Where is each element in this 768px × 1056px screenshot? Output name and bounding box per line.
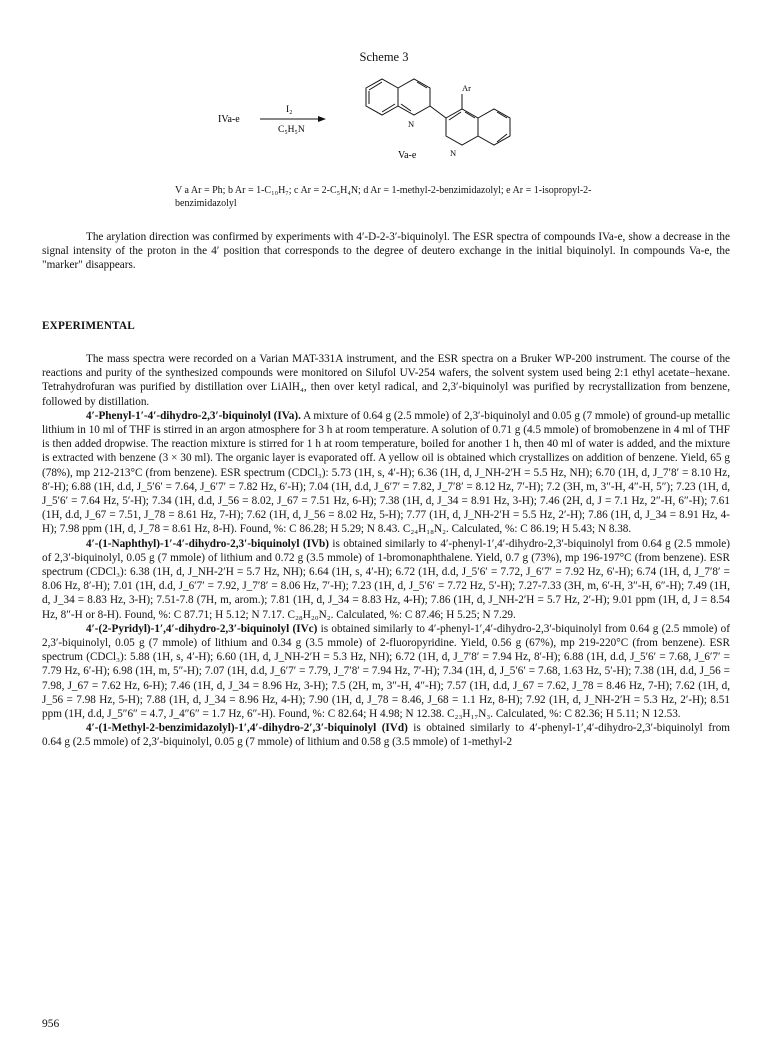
compound-ivc-title: 4′-(2-Pyridyl)-1′,4′-dihydro-2,3′-biquinolyl (IVc) [86, 622, 318, 635]
compound-ivc-text: is obtained similarly to 4′-phenyl-1′,4′-dihydro-2,3′-biquinolyl from 0.64 g (2.5 mmole) of 2,3′-biquinolyl, 0.05 g (7 mmole) of lithium and 0.34 g (3.5 mmole) of 2-fluoropyridine. Yield, 0.56 g (67%), mp 219-220°C (from benzene). ESR spectrum (CDCl₃): 5.88 (1H, s, 4′-H); 6.60 (1H, d, J_NH-2′H = 5.3 Hz, NH); 6.72 (1H, d, J_7′8′ = 7.94 Hz, 8′-H); 6.88 (1H, d.d, J_5′6′ = 7.68, J_6′7′ = 7.79 Hz, 6′-H); 6.98 (1H, m, 5″-H); 7.07 (1H, d.d, J_6′7′ = 7.79, J_7′8′ = 7.94 Hz, 7′-H); 7.34 (1H, d, J_5′6′ = 7.68, 1.63 Hz, 5′-H); 7.38 (1H, d.d, J_56 = 7.98, J_67 = 7.62 Hz, 6-H); 7.46 (1H, d, J_34 = 8.96 Hz, 3-H); 7.5 (2H, m, 3″-H, 4″-H); 7.57 (1H, d.d, J_67 = 7.62, J_78 = 8.46 Hz, 7-H); 7.62 (1H, d, J_56 = 7.98 Hz, 5-H); 7.88 (1H, d, J_34 = 8.96 Hz, 4-H); 7.90 (1H, d, J_78 = 8.46, J_68 = 1.1 Hz, 8-H); 7.92 (1H, d, J_NH-2′H = 5.3 Hz, 2′-H); 8.51 ppm (1H, d.d, J_5″6″ = 4.7, J_4″6″ = 1.7 Hz, 6″-H). Found, %: C 82.64; H 4.98; N 12.38. C₂₃H₁₇N₃. Calculated, %: C 82.36; H 5.11; N 12.53. [42, 622, 730, 721]
compound-ivc-paragraph [42, 622, 730, 721]
reagent-top: I₂ [286, 105, 293, 115]
compound-ivb-text: is obtained similarly to 4′-phenyl-1′,4′-dihydro-2,3′-biquinolyl from 0.64 g (2.5 mmole) of 2,3′-biquinolyl, 0.05 g (7 mmole) of lithium and 0.72 g (3.5 mmole) of 1-bromonaphthalene. Yield, 0.7 g (73%), mp 196-197°C (from benzene). ESR spectrum (CDCl₃): 6.38 (1H, d, J_NH-2′H = 5.7 Hz, NH); 6.64 (1H, s, 4′-H); 6.72 (1H, d.d, J_5′6′ = 7.72, J_6′7′ = 7.92 Hz, 6′-H); 6.74 (1H, d, J_7′8′ = 8.06 Hz, 8′-H); 7.01 (1H, d.d, J_6′7′ = 7.92, J_7′8′ = 8.06 Hz, 7′-H); 7.23 (1H, d, J_5′6′ = 7.72 Hz, 5′-H); 7.27-7.33 (3H, m, 6′-H, 3″-H, 6″-H); 7.49 (1H, d, J_34 = 8.83 Hz, 3-H); 7.51-7.8 (7H, m, arom.); 7.81 (1H, d, J_34 = 8.83 Hz, 4-H); 7.86 (1H, d, J_NH-2′H = 5.7 Hz, 2′-H); 9.01 ppm (1H, d, J = 8.54 Hz, 8″-H or 8-H). Found, %: C 87.71; H 5.12; N 7.17. C₂₈H₂₀N₂. Calculated, %: C 87.46; H 5.25; N 7.29. [42, 537, 730, 621]
compound-iva-text: A mixture of 0.64 g (2.5 mmole) of 2,3′-biquinolyl and 0.05 g (7 mmole) of ground-up metallic lithium in 10 ml of THF is stirred in an argon atmosphere for 3 h at room temperature. A solution of 0.71 g (4.5 mmole) of bromobenzene in 4 ml of THF is then added dropwise. The reaction mixture is stirred for 1 h at room temperature, boiled for another 1 h, then 40 ml of water is added, and the mixture is extracted with benzene (3 × 30 ml). The organic layer is evaporated off. A yellow oil is obtained which crystallizes on addition of benzene. Yield, 65 g (78%), mp 212-213°C (from benzene). ESR spectrum (CDCl₃): 5.73 (1H, s, 4′-H); 6.36 (1H, d, J_NH-2′H = 5.5 Hz, NH); 6.70 (1H, d, J_7′8′ = 8.10 Hz, 8′-H); 6.88 (1H, d.d, J_5′6′ = 7.64, J_6′7′ = 7.82 Hz, 6′-H); 7.04 (1H, d.d, J_6′7′ = 7.82, J_7′8′ = 8.12 Hz, 7′-H); 7.2 (3H, m, 3″-H, 4″-H, 5″); 7.23 (1H, d, J_5′6′ = 7.64 Hz, 5′-H); 7.34 (1H, d.d, J_56 = 8.02, J_67 = 7.51 Hz, 6-H); 7.38 (1H, d, J_34 = 8.91 Hz, 3-H); 7.46 (2H, d, J = 7.1 Hz, 2″-H, 6″-H); 7.61 (1H, d.d, J_67 = 7.51, J_78 = 8.61 Hz, 7-H); 7.62 (1H, d, J_56 = 8.02 Hz, 5-H); 7.77 (1H, d, J_NH-2′H = 5.5 Hz, 2′-H); 7.86 (1H, d, J_34 = 8.91 Hz, 4-H); 7.98 ppm (1H, d, J_78 = 8.61 Hz, 8-H). Found, %: C 86.28; H 5.29; N 8.43. C₂₄H₁₈N₂. Calculated, %: C 86.19; H 5.43; N 8.38. [42, 409, 730, 536]
scheme-drawing [210, 70, 550, 180]
quinoline-right-structure [446, 94, 510, 145]
reagent-bottom: C₅H₅N [278, 125, 305, 135]
compound-ivd-title: 4′-(1-Methyl-2-benzimidazolyl)-1′,4′-dihydro-2′,3′-biquinolyl (IVd) [86, 722, 408, 735]
biaryl-bond [430, 106, 446, 118]
compound-ivb-title: 4′-(1-Naphthyl)-1′-4′-dihydro-2,3′-biquinolyl (IVb) [86, 537, 329, 550]
scheme-title: Scheme 3 [359, 50, 409, 64]
ring-nitrogen-1: N [408, 119, 415, 129]
compound-ivd-text: is obtained similarly to 4′-phenyl-1′,4′-dihydro-2,3′-biquinolyl from 0.64 g (2.5 mmole) of 2,3′-biquinolyl, 0.05 g (7 mmole) of lithium and 0.58 g (3.5 mmole) of 1-methyl-2 [42, 722, 730, 749]
compound-ivb-paragraph [42, 537, 730, 622]
compound-iva-paragraph [42, 409, 730, 537]
arrow-head-icon [318, 116, 326, 122]
intro-paragraph: The arylation direction was confirmed by experiments with 4′-D-2-3′-biquinolyl. The ESR spectra of compounds IVa-e, show a decrease in the signal intensity of the proton in the 4′ position that corresponds to the degree of deutero exchange in the initial biquinolyl. In compounds Va-e, the "marker" disappears. [42, 231, 730, 272]
quinoline-left-structure [366, 79, 430, 115]
compound-ivd-paragraph [42, 721, 730, 749]
ring-nitrogen-2: N [450, 148, 457, 158]
intro-section [42, 230, 730, 273]
product-label: Va-e [398, 150, 417, 161]
reaction-scheme [210, 70, 550, 180]
experimental-section [42, 352, 730, 750]
reactant-label: IVa-e [218, 114, 240, 125]
compound-iva-title: 4′-Phenyl-1′-4′-dihydro-2,3′-biquinolyl (IVa). [86, 409, 301, 422]
section-heading: EXPERIMENTAL [42, 320, 135, 332]
general-methods-paragraph: The mass spectra were recorded on a Varian MAT-331A instrument, and the ESR spectra on a Bruker WP-200 instrument. The course of the reactions and purity of the synthesized compounds were monitored on Silufol UV-254 wafers, the solvent system used being 2:1 ethyl acetate−hexane. Tetrahydrofuran was purified by distillation over LiAlH₄, then over ketyl radical, and 2,3′-biquinolyl was purified by recrystallization from benzene, followed by distillation. [42, 353, 730, 408]
scheme-caption: V a Ar = Ph; b Ar = 1-C₁₀H₇; c Ar = 2-C₅H₄N; d Ar = 1-methyl-2-benzimidazolyl; e Ar = 1-isopropyl-2-benzimidazolyl [175, 185, 592, 209]
aryl-substituent: Ar [462, 83, 471, 93]
page-number: 956 [42, 1018, 60, 1030]
